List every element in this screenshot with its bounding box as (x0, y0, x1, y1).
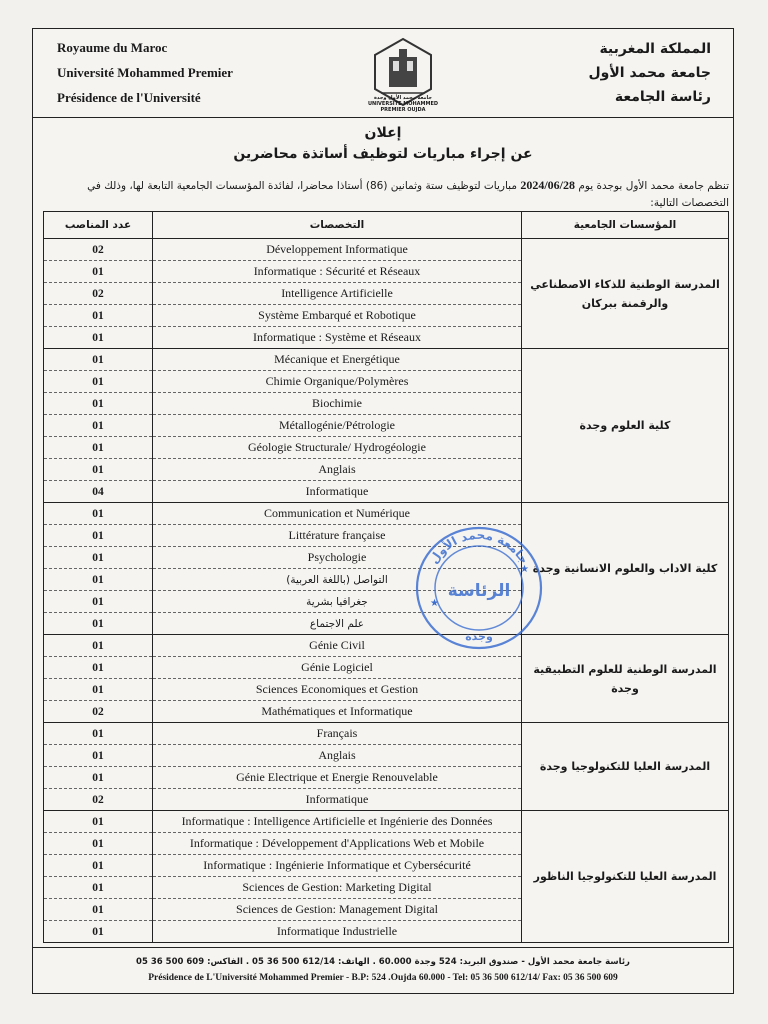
positions-count: 02 (44, 283, 153, 305)
footer-address-ar: رئاسة جامعة محمد الأول - صندوق البريد: 524 وجدة 60.000 . الهاتف: 612/14 500 36 05 . الفاكس: 609 500 36 05 (136, 957, 630, 967)
table-row (44, 349, 729, 371)
presidency-label-ar: رئاسة الجامعة (614, 89, 711, 105)
positions-count: 01 (44, 261, 153, 283)
institution-name: المدرسة العليا للتكنولوجيا وجدة (522, 723, 729, 811)
specialty-name: Génie Electrique et Energie Renouvelable (153, 767, 522, 789)
positions-count: 01 (44, 503, 153, 525)
specialty-name: Sciences de Gestion: Marketing Digital (153, 877, 522, 899)
positions-count: 01 (44, 327, 153, 349)
specialty-name: Informatique : Système et Réseaux (153, 327, 522, 349)
specialty-name: Informatique (153, 481, 522, 503)
table-row (44, 239, 729, 261)
specialty-name: التواصل (باللغة العربية) (153, 569, 522, 591)
positions-count: 04 (44, 481, 153, 503)
positions-table (43, 211, 729, 943)
specialty-name: Informatique : Sécurité et Réseaux (153, 261, 522, 283)
positions-count: 02 (44, 701, 153, 723)
positions-count: 01 (44, 811, 153, 833)
university-label-fr: Université Mohammed Premier (57, 65, 233, 80)
header-count: عدد المناصب (44, 212, 153, 239)
positions-count: 02 (44, 239, 153, 261)
positions-count: 01 (44, 855, 153, 877)
kingdom-label-fr: Royaume du Maroc (57, 40, 168, 55)
specialty-name: Métallogénie/Pétrologie (153, 415, 522, 437)
specialty-name: Sciences Economiques et Gestion (153, 679, 522, 701)
positions-count: 01 (44, 525, 153, 547)
positions-count: 01 (44, 833, 153, 855)
stamp-outer-text: جامعة محمد الأول (426, 527, 532, 567)
stamp-center-text: الرئاسة (447, 581, 511, 601)
specialty-name: Mathématiques et Informatique (153, 701, 522, 723)
positions-count: 01 (44, 635, 153, 657)
specialty-name: Informatique : Développement d'Applications Web et Mobile (153, 833, 522, 855)
positions-count: 01 (44, 415, 153, 437)
positions-count: 01 (44, 569, 153, 591)
positions-count: 01 (44, 745, 153, 767)
positions-count: 01 (44, 877, 153, 899)
letterhead-arabic (589, 37, 711, 109)
institution-name: كلية الاداب والعلوم الانسانية وجدة (522, 503, 729, 635)
specialty-name: Psychologie (153, 547, 522, 569)
specialty-name: Génie Logiciel (153, 657, 522, 679)
table-header-row (44, 212, 729, 239)
positions-count: 02 (44, 789, 153, 811)
title-announcement: إعلان (364, 125, 402, 141)
specialty-name: جغرافيا بشرية (153, 591, 522, 613)
specialty-name: Développement Informatique (153, 239, 522, 261)
logo-caption: جامعة محمد الأول وجدة UNIVERSITE MOHAMMED PREMIER OUJDA (367, 95, 439, 113)
specialty-name: Informatique : Ingénierie Informatique et Cybersécurité (153, 855, 522, 877)
specialty-name: Mécanique et Energétique (153, 349, 522, 371)
intro-paragraph: تنظم جامعة محمد الأول بوجدة يوم 2024/06/28 مباريات لتوظيف ستة وثمانين (86) أستاذا محاضرا، لفائدة المؤسسات الجامعية التابعة لها، وذلك في التخصصات التالية: (87, 178, 729, 209)
table-row (44, 635, 729, 657)
presidency-label-fr: Présidence de l'Université (57, 90, 201, 105)
letterhead-french (57, 35, 233, 110)
header-specialty: التخصصات (153, 212, 522, 239)
institution-name: كلية العلوم وجدة (522, 349, 729, 503)
specialty-name: Intelligence Artificielle (153, 283, 522, 305)
specialty-name: Système Embarqué et Robotique (153, 305, 522, 327)
specialty-name: Informatique (153, 789, 522, 811)
positions-count: 01 (44, 679, 153, 701)
university-label-ar: جامعة محمد الأول (588, 65, 711, 81)
positions-count: 01 (44, 305, 153, 327)
specialty-name: Communication et Numérique (153, 503, 522, 525)
letterhead (33, 29, 733, 118)
institution-name: المدرسة الوطنية للعلوم التطبيقية وجدة (522, 635, 729, 723)
specialty-name: Anglais (153, 745, 522, 767)
specialty-name: Informatique : Intelligence Artificielle et Ingénierie des Données (153, 811, 522, 833)
exam-date: 2024/06/28 (520, 178, 575, 192)
positions-count: 01 (44, 921, 153, 943)
header-institution: المؤسسات الجامعية (522, 212, 729, 239)
positions-count: 01 (44, 657, 153, 679)
positions-count: 01 (44, 767, 153, 789)
positions-count: 01 (44, 547, 153, 569)
positions-count: 01 (44, 437, 153, 459)
specialty-name: Anglais (153, 459, 522, 481)
table-row (44, 811, 729, 833)
stamp-star-icon: ★ (430, 598, 439, 609)
title-subject: عن إجراء مباريات لتوظيف أساتذة محاضرين (233, 146, 533, 162)
specialty-name: Géologie Structurale/ Hydrogéologie (153, 437, 522, 459)
positions-count: 01 (44, 371, 153, 393)
kingdom-label-ar: المملكة المغربية (599, 41, 711, 57)
footer-address-fr: Présidence de L'Université Mohammed Premier - B.P: 524 .Oujda 60.000 - Tel: 05 36 500 612/14/ Fax: 05 36 500 609 (148, 973, 618, 983)
positions-count: 01 (44, 349, 153, 371)
specialty-name: Littérature française (153, 525, 522, 547)
positions-count: 01 (44, 459, 153, 481)
announcement-page (32, 28, 734, 994)
specialty-name: علم الاجتماع (153, 613, 522, 635)
specialty-name: Français (153, 723, 522, 745)
footer (33, 947, 733, 986)
specialty-name: Génie Civil (153, 635, 522, 657)
specialty-name: Chimie Organique/Polymères (153, 371, 522, 393)
specialty-name: Informatique Industrielle (153, 921, 522, 943)
stamp-star-icon: ★ (520, 564, 529, 575)
positions-count: 01 (44, 393, 153, 415)
table-row (44, 723, 729, 745)
institution-name: المدرسة الوطنية للذكاء الاصطناعي والرقمنة ببركان (522, 239, 729, 349)
specialty-name: Biochimie (153, 393, 522, 415)
positions-count: 01 (44, 899, 153, 921)
institution-name: المدرسة العليا للتكنولوجيا الناظور (522, 811, 729, 943)
positions-count: 01 (44, 723, 153, 745)
positions-count: 01 (44, 591, 153, 613)
announcement-title (33, 123, 733, 165)
positions-count: 01 (44, 613, 153, 635)
specialty-name: Sciences de Gestion: Management Digital (153, 899, 522, 921)
table-row (44, 503, 729, 525)
stamp-bottom-text: وجدة (465, 630, 493, 643)
